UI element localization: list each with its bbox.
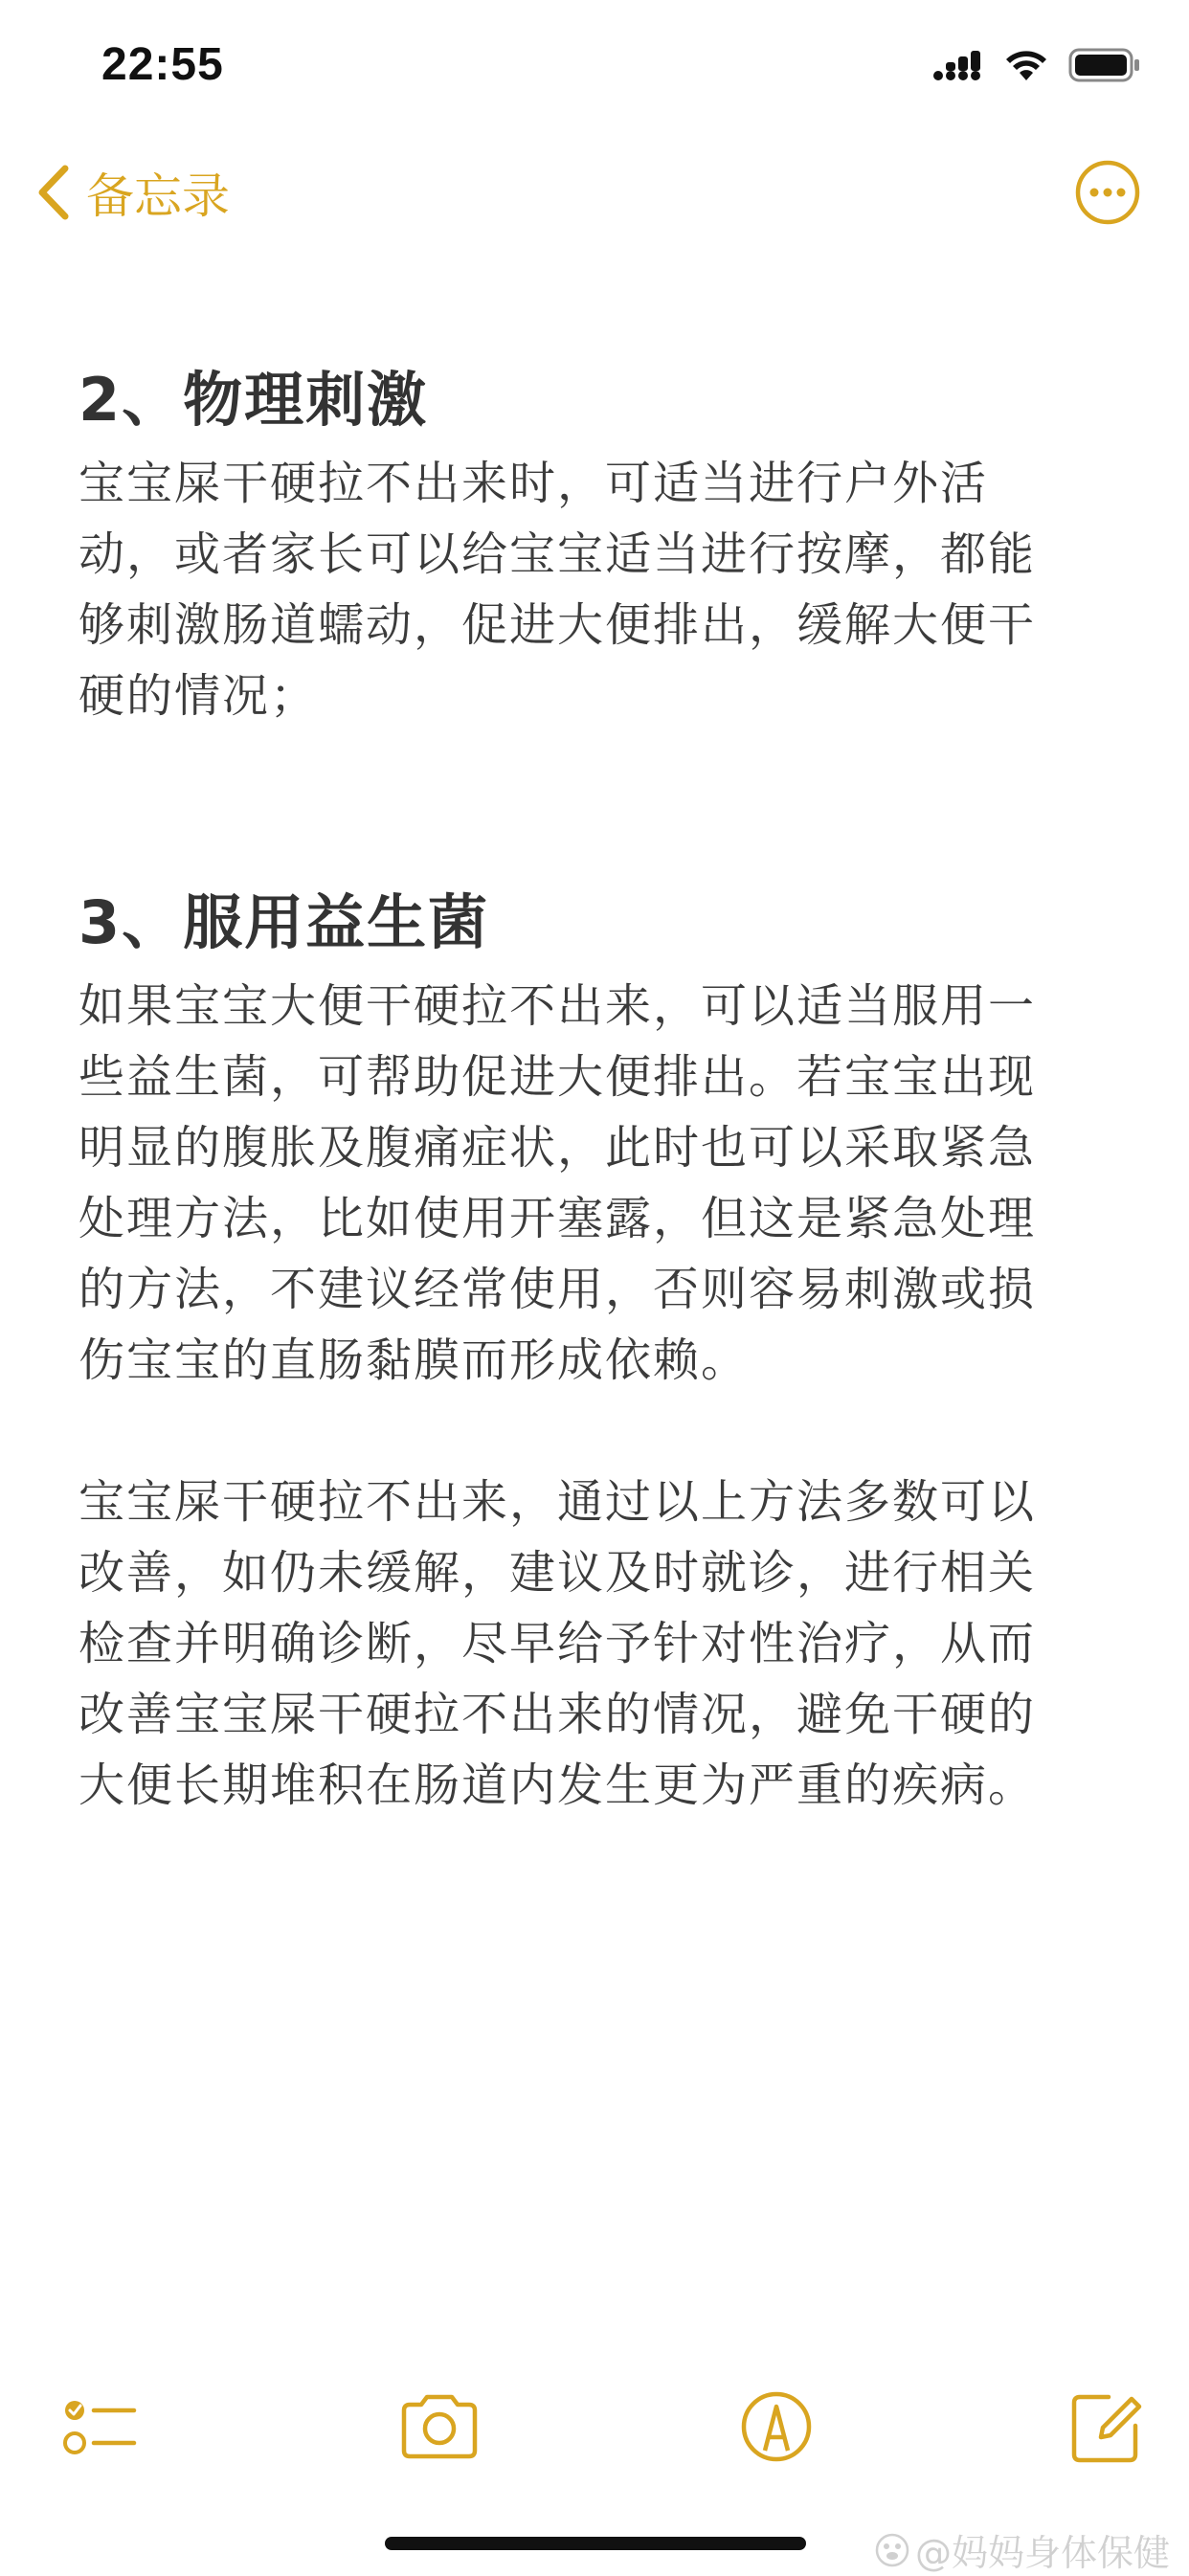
home-indicator[interactable]: [385, 2537, 806, 2550]
text-line: 硬的情况；: [79, 669, 319, 723]
section-heading-physical-stimulation: 2、物理刺激: [79, 365, 429, 435]
signal-icon: [932, 49, 984, 81]
section-paragraph-physical-stimulation: [79, 448, 1112, 731]
section-heading-probiotics: 3、服用益生菌: [79, 887, 490, 957]
text-line: 的方法，不建议经常使用，否则容易刺激或损: [79, 1263, 1037, 1316]
watermark-text: @妈妈身体保健: [914, 2532, 1170, 2574]
chevron-left-icon: [34, 163, 73, 222]
text-line: 处理方法，比如使用开塞露，但这是紧急处理: [79, 1192, 1037, 1245]
text-line: 宝宝屎干硬拉不出来，通过以上方法多数可以: [79, 1475, 1037, 1529]
wifi-icon: [1003, 48, 1049, 82]
text-line: 如果宝宝大便干硬拉不出来，可以适当服用一: [79, 979, 1037, 1033]
compose-icon: [1063, 2384, 1149, 2470]
back-button[interactable]: [34, 159, 230, 226]
status-time: 22:55: [101, 39, 224, 90]
markup-button[interactable]: [733, 2384, 819, 2470]
camera-button[interactable]: [396, 2384, 482, 2470]
paw-logo-icon: [875, 2533, 909, 2567]
checklist-icon: [57, 2384, 144, 2470]
text-line: 够刺激肠道蠕动，促进大便排出，缓解大便干: [79, 598, 1037, 652]
compose-button[interactable]: [1063, 2384, 1149, 2470]
ellipsis-circle-icon: [1074, 159, 1141, 226]
battery-icon: [1068, 47, 1141, 83]
text-line: 些益生菌，可帮助促进大便排出。若宝宝出现: [79, 1050, 1037, 1104]
text-line: 宝宝屎干硬拉不出来时，可适当进行户外活: [79, 457, 989, 510]
bottom-toolbar: [0, 2374, 1189, 2470]
markup-pen-icon: [733, 2384, 819, 2470]
watermark: [875, 2523, 1170, 2576]
text-line: 改善，如仍未缓解，建议及时就诊，进行相关: [79, 1546, 1037, 1600]
back-label: 备忘录: [86, 168, 230, 224]
note-body[interactable]: [79, 352, 1112, 1821]
text-line: 动，或者家长可以给宝宝适当进行按摩，都能: [79, 527, 1037, 581]
status-bar: [0, 0, 1189, 134]
more-button[interactable]: [1074, 159, 1141, 226]
camera-icon: [396, 2384, 482, 2470]
text-line: 改善宝宝屎干硬拉不出来的情况，避免干硬的: [79, 1688, 1037, 1741]
text-line: 明显的腹胀及腹痛症状，此时也可以采取紧急: [79, 1121, 1037, 1175]
text-line: 伤宝宝的直肠黏膜而形成依赖。: [79, 1333, 750, 1387]
conclusion-paragraph: [79, 1467, 1112, 1821]
text-line: 检查并明确诊断，尽早给予针对性治疗，从而: [79, 1617, 1037, 1670]
section-paragraph-probiotics: [79, 971, 1112, 1396]
text-line: 大便长期堆积在肠道内发生更为严重的疾病。: [79, 1758, 1037, 1812]
nav-bar: [0, 144, 1189, 239]
checklist-button[interactable]: [57, 2384, 144, 2470]
status-icons: [932, 44, 1141, 86]
